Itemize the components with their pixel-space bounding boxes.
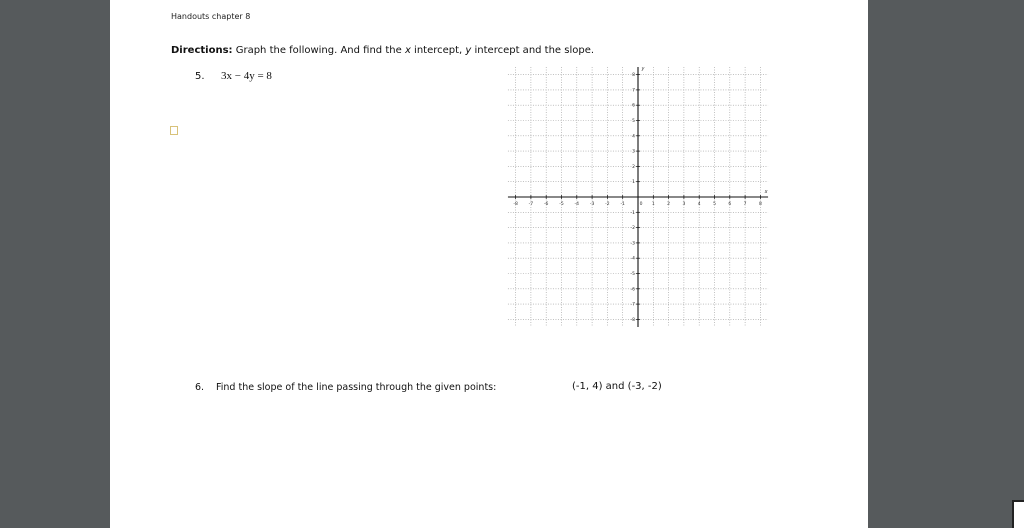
directions-text-c: intercept and the slope. xyxy=(471,45,595,56)
x-tick-label: 0 xyxy=(639,202,643,207)
x-tick-label: -6 xyxy=(543,202,549,207)
x-tick-label: -2 xyxy=(605,202,610,207)
viewer-background-right xyxy=(868,0,1024,528)
directions-label: Directions: xyxy=(171,45,233,56)
y-tick-label: 5 xyxy=(632,119,635,124)
x-tick-label: 4 xyxy=(697,202,701,207)
y-tick-label: -4 xyxy=(630,256,635,262)
question-6-number: 6. xyxy=(195,382,205,393)
y-tick-label: 6 xyxy=(632,103,635,109)
y-tick-label: 3 xyxy=(632,149,635,155)
x-tick-label: -3 xyxy=(589,202,595,207)
answer-checkbox[interactable] xyxy=(170,126,178,135)
y-axis-label: y xyxy=(641,65,645,72)
x-tick-label: -4 xyxy=(574,202,580,207)
coordinate-grid xyxy=(512,65,772,323)
x-tick-label: -8 xyxy=(513,202,518,207)
y-tick-label: -6 xyxy=(630,287,635,293)
x-tick-label: 2 xyxy=(667,202,671,207)
x-tick-label: 6 xyxy=(728,202,732,207)
y-tick-label: 4 xyxy=(632,134,635,140)
y-tick-label: -1 xyxy=(630,210,635,216)
question-5-number: 5. xyxy=(195,71,205,82)
y-tick-label: 2 xyxy=(632,164,635,170)
document-header: Handouts chapter 8 xyxy=(171,12,251,21)
x-axis-label: x xyxy=(764,189,768,195)
y-tick-label: 1 xyxy=(632,180,635,186)
y-tick-label: -8 xyxy=(630,317,635,323)
x-tick-label: -7 xyxy=(528,202,534,207)
directions-line xyxy=(171,45,594,56)
viewer-background-left xyxy=(0,0,110,528)
page-corner-indicator xyxy=(1012,500,1024,528)
x-tick-label: -1 xyxy=(620,202,625,207)
y-tick-label: -2 xyxy=(630,226,635,232)
y-tick-label: -7 xyxy=(630,302,635,308)
x-tick-label: 1 xyxy=(651,202,655,207)
question-6-text: Find the slope of the line passing through the given points: xyxy=(216,382,497,393)
question-6-points: (-1, 4) and (-3, -2) xyxy=(572,381,662,392)
x-tick-label: 7 xyxy=(743,202,747,207)
y-tick-label: -3 xyxy=(630,241,635,247)
question-5-equation: 3x − 4y = 8 xyxy=(221,70,272,82)
directions-x-var: x xyxy=(404,45,411,56)
x-tick-label: -5 xyxy=(559,202,564,207)
directions-y-var: y xyxy=(465,45,472,56)
x-tick-label: 5 xyxy=(713,202,716,207)
y-tick-label: 7 xyxy=(632,88,635,94)
y-tick-label: -5 xyxy=(630,272,635,277)
directions-text-b: intercept, xyxy=(410,45,466,56)
directions-text-a: Graph the following. And find the xyxy=(232,45,405,56)
y-tick-label: 8 xyxy=(632,73,635,79)
x-tick-label: 8 xyxy=(758,202,762,207)
x-tick-label: 3 xyxy=(682,202,686,207)
